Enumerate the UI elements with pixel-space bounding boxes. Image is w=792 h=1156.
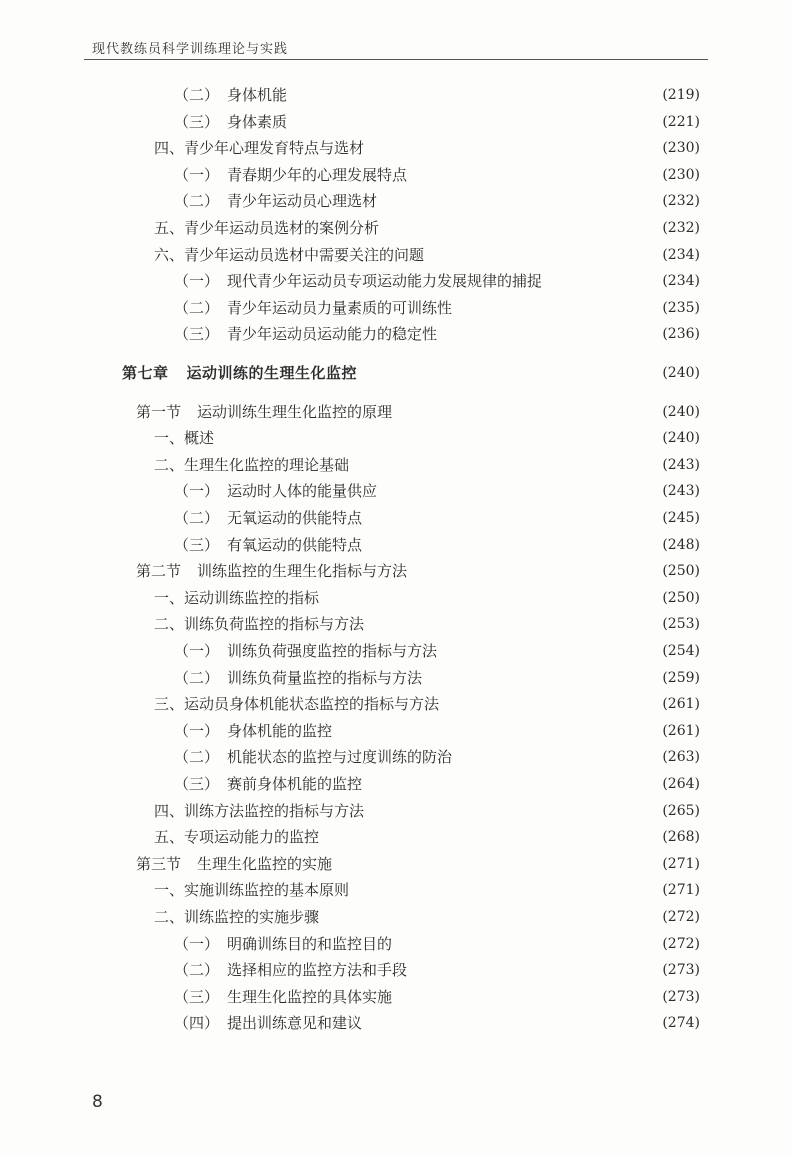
toc-entry-title: [154, 691, 439, 717]
toc-entry-title: [174, 984, 392, 1010]
toc-entry-page: (250): [662, 563, 700, 580]
toc-entry: [136, 558, 700, 584]
toc-entry-text: 一、运动训练监控的指标: [154, 588, 320, 607]
toc-entry-page: (264): [662, 776, 700, 792]
toc-entry-page: (243): [662, 483, 700, 500]
toc-entry-label: （三）: [174, 987, 220, 1006]
toc-entry-title: [154, 585, 319, 611]
toc-entry-page: (221): [662, 113, 700, 130]
toc-entry-page: (272): [662, 935, 700, 952]
dot-leader: [323, 585, 658, 611]
toc-entry-page: (274): [662, 1015, 700, 1032]
dot-leader: [381, 188, 658, 214]
toc-entry-label: 第七章: [122, 364, 169, 382]
dot-leader: [456, 744, 658, 770]
toc-entry: [122, 360, 700, 386]
toc-entry: [174, 505, 700, 531]
toc-entry-label: （三）: [174, 535, 220, 554]
toc-entry-page: (219): [662, 87, 700, 103]
toc-entry-text: 青春期少年的心理发展特点: [227, 165, 408, 184]
toc-entry-title: [154, 824, 319, 850]
dot-leader: [546, 268, 658, 294]
toc-entry-title: [174, 638, 437, 664]
toc-entry-title: [174, 744, 452, 770]
dot-leader: [396, 984, 658, 1010]
toc-entry: [174, 931, 700, 957]
toc-entry-text: 身体机能: [227, 86, 288, 104]
toc-entry-label: （三）: [174, 325, 220, 344]
toc-entry-text: 运动训练的生理生化监控: [186, 364, 358, 382]
toc-entry-title: [174, 188, 377, 214]
toc-entry: [154, 877, 700, 903]
toc-entry: [154, 425, 700, 451]
toc-entry-title: [154, 798, 364, 824]
dot-leader: [426, 665, 658, 691]
toc-entry-title: [174, 478, 377, 504]
toc-entry-page: (240): [662, 430, 700, 447]
toc-entry-label: 第二节: [136, 562, 182, 581]
toc-entry-page: (245): [662, 510, 700, 526]
page-number: 8: [92, 1092, 103, 1112]
dot-leader: [336, 718, 658, 744]
dot-leader: [366, 1010, 658, 1036]
toc-entry-page: (273): [662, 962, 700, 979]
toc-entry-label: （二）: [174, 86, 220, 104]
toc-entry-title: [154, 877, 349, 903]
toc-entry-text: 三、运动员身体机能状态监控的指标与方法: [154, 695, 440, 714]
toc-entry-title: [174, 321, 437, 347]
toc-entry: [174, 109, 700, 135]
toc-entry-text: 二、生理生化监控的理论基础: [154, 455, 350, 474]
toc-entry-label: （二）: [174, 668, 220, 687]
toc-entry-label: 第三节: [136, 854, 182, 873]
toc-entry-page: (230): [662, 140, 700, 157]
toc-entry-text: 五、青少年运动员选材的案例分析: [154, 219, 380, 237]
toc-entry: [154, 135, 700, 161]
dot-leader: [443, 691, 658, 717]
dot-leader: [366, 505, 658, 531]
toc-entry-page: (234): [662, 246, 700, 263]
toc-entry-page: (271): [662, 882, 700, 899]
toc-entry: [154, 585, 700, 611]
toc-entry-label: （一）: [174, 482, 220, 501]
toc-entry-label: （三）: [174, 112, 220, 131]
toc-entry-text: 六、青少年运动员选材中需要关注的问题: [154, 245, 425, 264]
toc-entry: [154, 798, 700, 824]
toc-entry-text: 四、训练方法监控的指标与方法: [154, 801, 365, 820]
toc-entry-label: 第一节: [136, 402, 182, 421]
toc-entry: [174, 718, 700, 744]
toc-entry: [154, 452, 700, 478]
dot-leader: [383, 215, 658, 241]
toc-entry-page: (254): [662, 643, 700, 659]
dot-leader: [396, 399, 658, 425]
toc-entry: [154, 215, 700, 241]
toc-entry-text: 生理生化监控的具体实施: [227, 987, 393, 1006]
toc-entry-title: [174, 532, 362, 558]
toc-entry: [174, 771, 700, 797]
toc-entry-page: (265): [662, 802, 700, 819]
dot-leader: [396, 931, 658, 957]
toc-entry: [174, 957, 700, 983]
toc-entry-text: 现代青少年运动员专项运动能力发展规律的捕捉: [227, 272, 543, 291]
toc-entry-label: （二）: [174, 509, 220, 527]
toc-entry-title: [174, 1010, 362, 1036]
toc-entry: [154, 904, 700, 930]
toc-entry-text: 二、训练监控的实施步骤: [154, 908, 320, 926]
running-head: 现代教练员科学训练理论与实践: [92, 42, 289, 57]
dot-leader: [368, 611, 658, 637]
toc-entry: [154, 611, 700, 637]
toc-entry-text: 青少年运动员运动能力的稳定性: [227, 325, 438, 344]
dot-leader: [411, 558, 658, 584]
toc-entry-label: （二）: [174, 192, 220, 211]
toc-entry-text: 赛前身体机能的监控: [227, 775, 363, 793]
toc-entry-title: [174, 718, 332, 744]
toc-entry-text: 明确训练目的和监控目的: [227, 934, 393, 953]
toc-entry-page: (261): [662, 722, 700, 739]
dot-leader: [353, 452, 658, 478]
toc-entry-label: （一）: [174, 721, 220, 740]
toc-entry-page: (234): [662, 273, 700, 290]
toc-entry-title: [174, 295, 452, 321]
toc-entry-text: 运动时人体的能量供应: [227, 482, 378, 501]
toc-entry-label: （二）: [174, 298, 220, 317]
toc-entry-text: 生理生化监控的实施: [197, 854, 333, 873]
toc-entry-title: [174, 162, 407, 188]
toc-entry-title: [174, 771, 362, 797]
dot-leader: [361, 360, 658, 386]
dot-leader: [291, 109, 658, 135]
toc-entry-title: [174, 82, 287, 108]
toc-entry-page: (268): [662, 829, 700, 846]
toc-entry-title: [154, 135, 364, 161]
toc-entry-text: 选择相应的监控方法和手段: [227, 961, 408, 980]
toc-entry-text: 身体机能的监控: [227, 721, 333, 740]
toc-entry: [174, 478, 700, 504]
toc-entry-page: (263): [662, 749, 700, 766]
toc-entry-title: [174, 505, 362, 531]
dot-leader: [411, 957, 658, 983]
toc-entry-text: 一、概述: [154, 429, 215, 448]
toc-entry-text: 四、青少年心理发育特点与选材: [154, 139, 365, 158]
toc-entry-title: [154, 611, 364, 637]
toc-entry-title: [154, 242, 424, 268]
toc-entry-label: （二）: [174, 748, 220, 767]
dot-leader: [441, 321, 658, 347]
toc-entry-text: 青少年运动员力量素质的可训练性: [227, 298, 453, 317]
toc-entry: [174, 162, 700, 188]
dot-leader: [353, 877, 658, 903]
toc-entry-title: [154, 904, 319, 930]
toc-entry-text: 二、训练负荷监控的指标与方法: [154, 615, 365, 634]
toc-entry-page: (236): [662, 326, 700, 343]
toc-entry-title: [136, 558, 407, 584]
toc-entry: [174, 532, 700, 558]
toc-entry-page: (230): [662, 166, 700, 183]
toc-entry: [174, 638, 700, 664]
toc-entry-text: 一、实施训练监控的基本原则: [154, 881, 350, 900]
toc-entry-title: [136, 851, 332, 877]
toc-entry-label: （二）: [174, 961, 220, 980]
dot-leader: [368, 135, 658, 161]
dot-leader: [323, 824, 658, 850]
toc-entry: [174, 188, 700, 214]
toc-entry-page: (259): [662, 669, 700, 686]
toc-entry-page: (232): [662, 193, 700, 210]
toc-entry-page: (232): [662, 220, 700, 236]
toc-entry-title: [154, 452, 349, 478]
toc-entry: [174, 82, 700, 108]
dot-leader: [368, 798, 658, 824]
toc-entry: [174, 295, 700, 321]
toc-entry-title: [174, 268, 542, 294]
toc-entry-title: [122, 360, 357, 386]
dot-leader: [441, 638, 658, 664]
dot-leader: [218, 425, 658, 451]
dot-leader: [336, 851, 658, 877]
toc-entry-page: (243): [662, 456, 700, 473]
toc-entry-page: (261): [662, 696, 700, 713]
dot-leader: [381, 478, 658, 504]
toc-entry-page: (272): [662, 909, 700, 925]
dot-leader: [366, 532, 658, 558]
dot-leader: [411, 162, 658, 188]
toc-entry-label: （一）: [174, 165, 220, 184]
toc-entry-page: (273): [662, 988, 700, 1005]
toc-entry: [136, 399, 700, 425]
toc-entry-title: [154, 425, 214, 451]
toc-entry: [174, 984, 700, 1010]
toc-entry-title: [136, 399, 392, 425]
toc-entry-page: (248): [662, 536, 700, 553]
toc-entry-text: 机能状态的监控与过度训练的防治: [227, 748, 453, 767]
toc-entry-label: （一）: [174, 934, 220, 953]
toc-entry: [136, 851, 700, 877]
header-rule: [84, 59, 708, 60]
toc-entry-label: （三）: [174, 775, 220, 793]
toc-entry-text: 五、专项运动能力的监控: [154, 828, 320, 847]
dot-leader: [428, 242, 658, 268]
toc-entry-title: [174, 665, 422, 691]
toc-entry: [174, 665, 700, 691]
toc-entry-page: (235): [662, 299, 700, 316]
dot-leader: [323, 904, 658, 930]
toc-entry-text: 训练负荷强度监控的指标与方法: [227, 642, 438, 660]
toc-entry-text: 训练负荷量监控的指标与方法: [227, 668, 423, 687]
toc-entry-label: （一）: [174, 272, 220, 291]
toc-entry-page: (271): [662, 855, 700, 872]
toc-entry: [174, 268, 700, 294]
toc-entry-text: 提出训练意见和建议: [227, 1014, 363, 1033]
toc-entry: [174, 321, 700, 347]
toc-entry-label: （一）: [174, 642, 220, 660]
toc-entry-page: (253): [662, 616, 700, 633]
toc-entry: [174, 744, 700, 770]
toc-entry-title: [154, 215, 379, 241]
toc-entry-label: （四）: [174, 1014, 220, 1033]
toc-entry-text: 运动训练生理生化监控的原理: [197, 402, 393, 421]
toc-entry-text: 无氧运动的供能特点: [227, 509, 363, 527]
toc-entry-page: (250): [662, 589, 700, 606]
toc-entry-title: [174, 931, 392, 957]
toc-entry-title: [174, 957, 407, 983]
toc-entry: [154, 824, 700, 850]
toc-entry-page: (240): [662, 403, 700, 420]
toc-entry-page: (240): [662, 365, 700, 381]
toc-entry-text: 训练监控的生理生化指标与方法: [197, 562, 408, 581]
toc-entry-text: 身体素质: [227, 112, 288, 131]
dot-leader: [456, 295, 658, 321]
toc-entry: [154, 691, 700, 717]
toc-entry-text: 有氧运动的供能特点: [227, 535, 363, 554]
dot-leader: [291, 82, 658, 108]
toc-entry-text: 青少年运动员心理选材: [227, 192, 378, 211]
toc-entry: [154, 242, 700, 268]
dot-leader: [366, 771, 658, 797]
toc-entry-title: [174, 109, 287, 135]
toc-entry: [174, 1010, 700, 1036]
